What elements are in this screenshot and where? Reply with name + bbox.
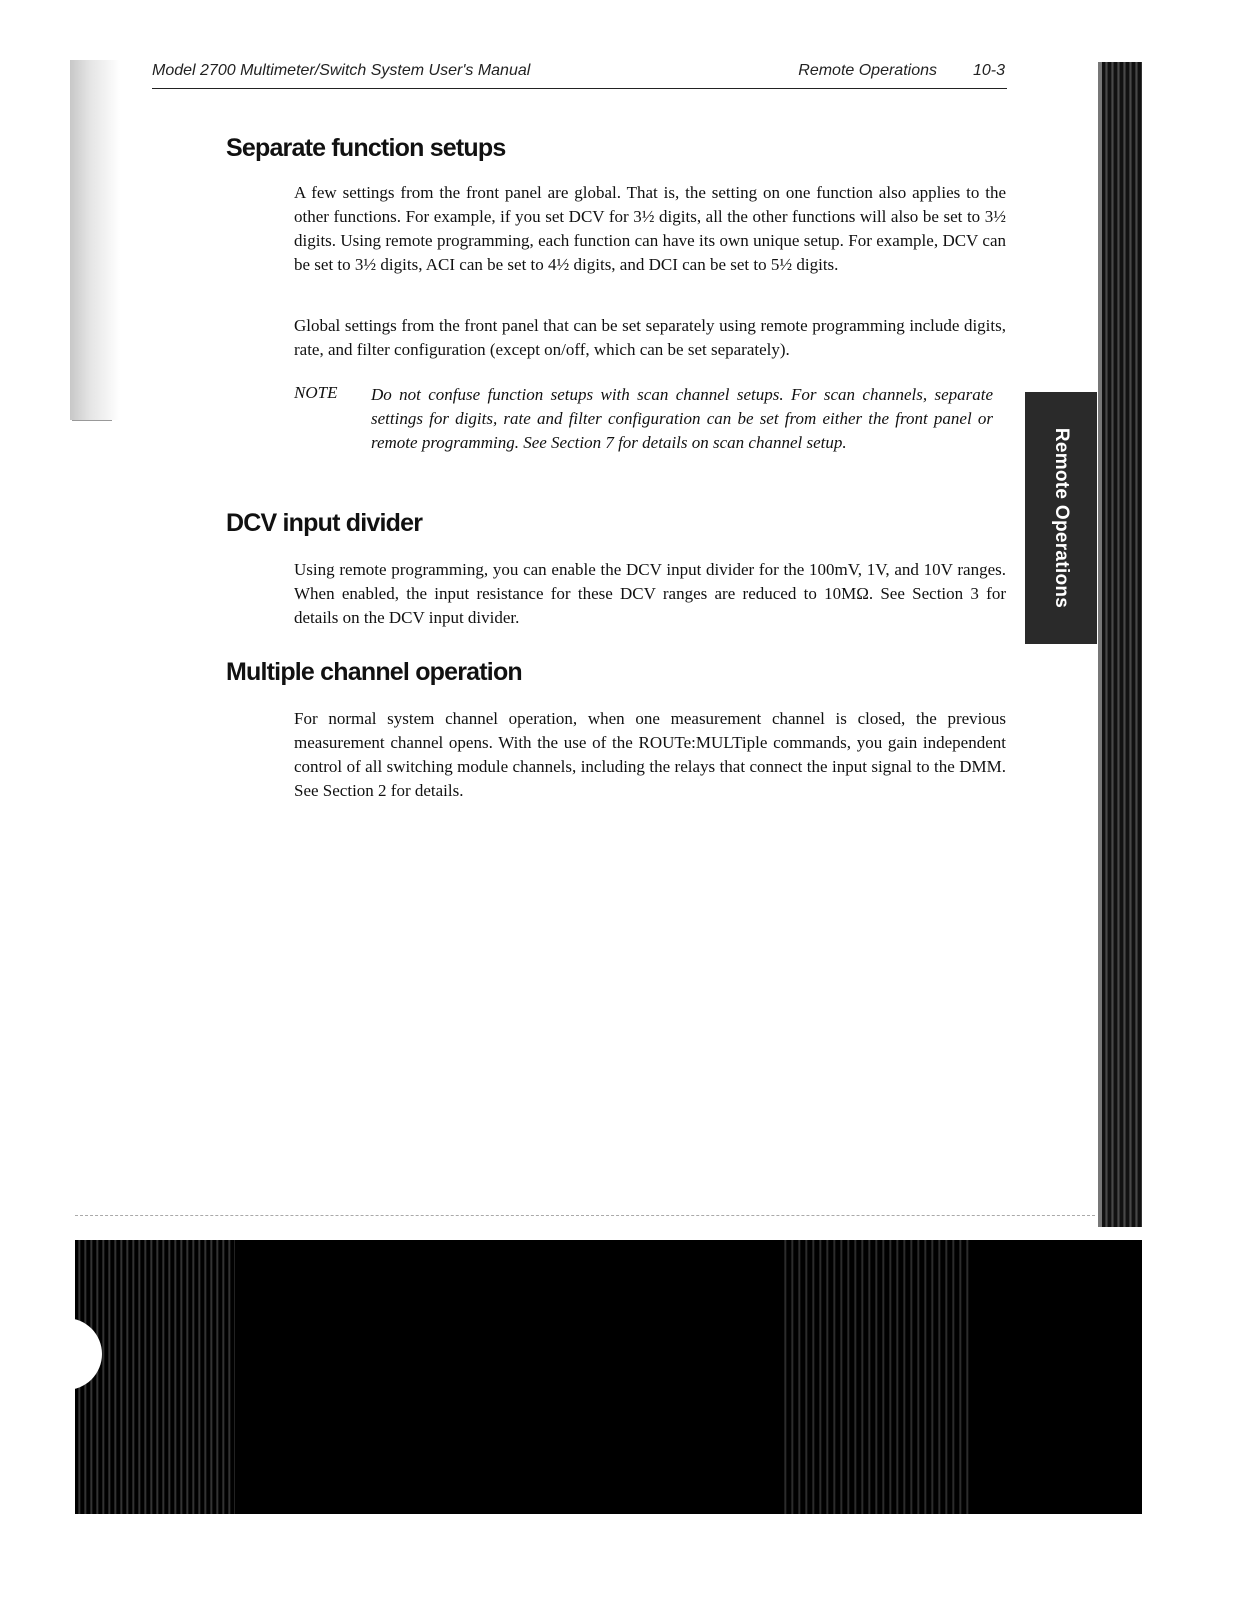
note-label: NOTE	[294, 383, 338, 402]
side-tab-label: Remote Operations	[1051, 427, 1072, 609]
note-text: Do not confuse function setups with scan channel setups. For scan channels, separate settings for digits, rate and filter configuration can be set from either the front panel or remote programming. See Section 7 for details on scan channel setup.	[371, 385, 993, 452]
paragraph-remote-programming-settings: Global settings from the front panel that can be set separately using remote programming include digits, rate, and filter configuration (except on/off, which can be set separately).	[294, 316, 1006, 359]
running-header	[152, 60, 1007, 89]
section-title: Remote Operations	[798, 62, 937, 79]
heading-separate-function-setups: Separate function setups	[226, 134, 506, 162]
heading-multiple-channel-operation: Multiple channel operation	[226, 658, 522, 686]
scan-dash-line	[75, 1215, 1095, 1216]
page-number: 10-3	[972, 62, 1005, 79]
section-side-tab	[1025, 392, 1097, 644]
scan-binding-right	[1102, 62, 1142, 1227]
scan-shadow-left	[70, 60, 120, 420]
scan-lines-bottom-left	[75, 1240, 235, 1514]
scan-lines-bottom-mid	[780, 1240, 970, 1514]
heading-dcv-input-divider: DCV input divider	[226, 509, 423, 537]
paragraph-global-settings: A few settings from the front panel are global. That is, the setting on one function also applies to the other functions. For example, if you set DCV for 3½ digits, all the other functions will also be set to 3½ digits. Using remote programming, each function can have its own unique setup. For example, DCV can be set to 3½ digits, ACI can be set to 4½ digits, and DCI can be set to 5½ digits.	[294, 183, 1006, 274]
punch-hole	[30, 1318, 102, 1390]
paragraph-dcv-input-divider: Using remote programming, you can enable the DCV input divider for the 100mV, 1V, and 10V ranges. When enabled, the input resistance for these DCV ranges are reduced to 10MΩ. See Section 3 for details on the DCV input divider.	[294, 560, 1006, 627]
manual-title: Model 2700 Multimeter/Switch System User's Manual	[152, 62, 531, 79]
paragraph-multiple-channel-operation: For normal system channel operation, when one measurement channel is closed, the previous measurement channel opens. With the use of the ROUTe:MULTiple commands, you gain independent control of all switching module channels, including the relays that connect the input signal to the DMM. See Section 2 for details.	[294, 709, 1006, 800]
scan-mark-left	[72, 420, 112, 429]
scan-dark-bottom	[75, 1240, 1142, 1514]
